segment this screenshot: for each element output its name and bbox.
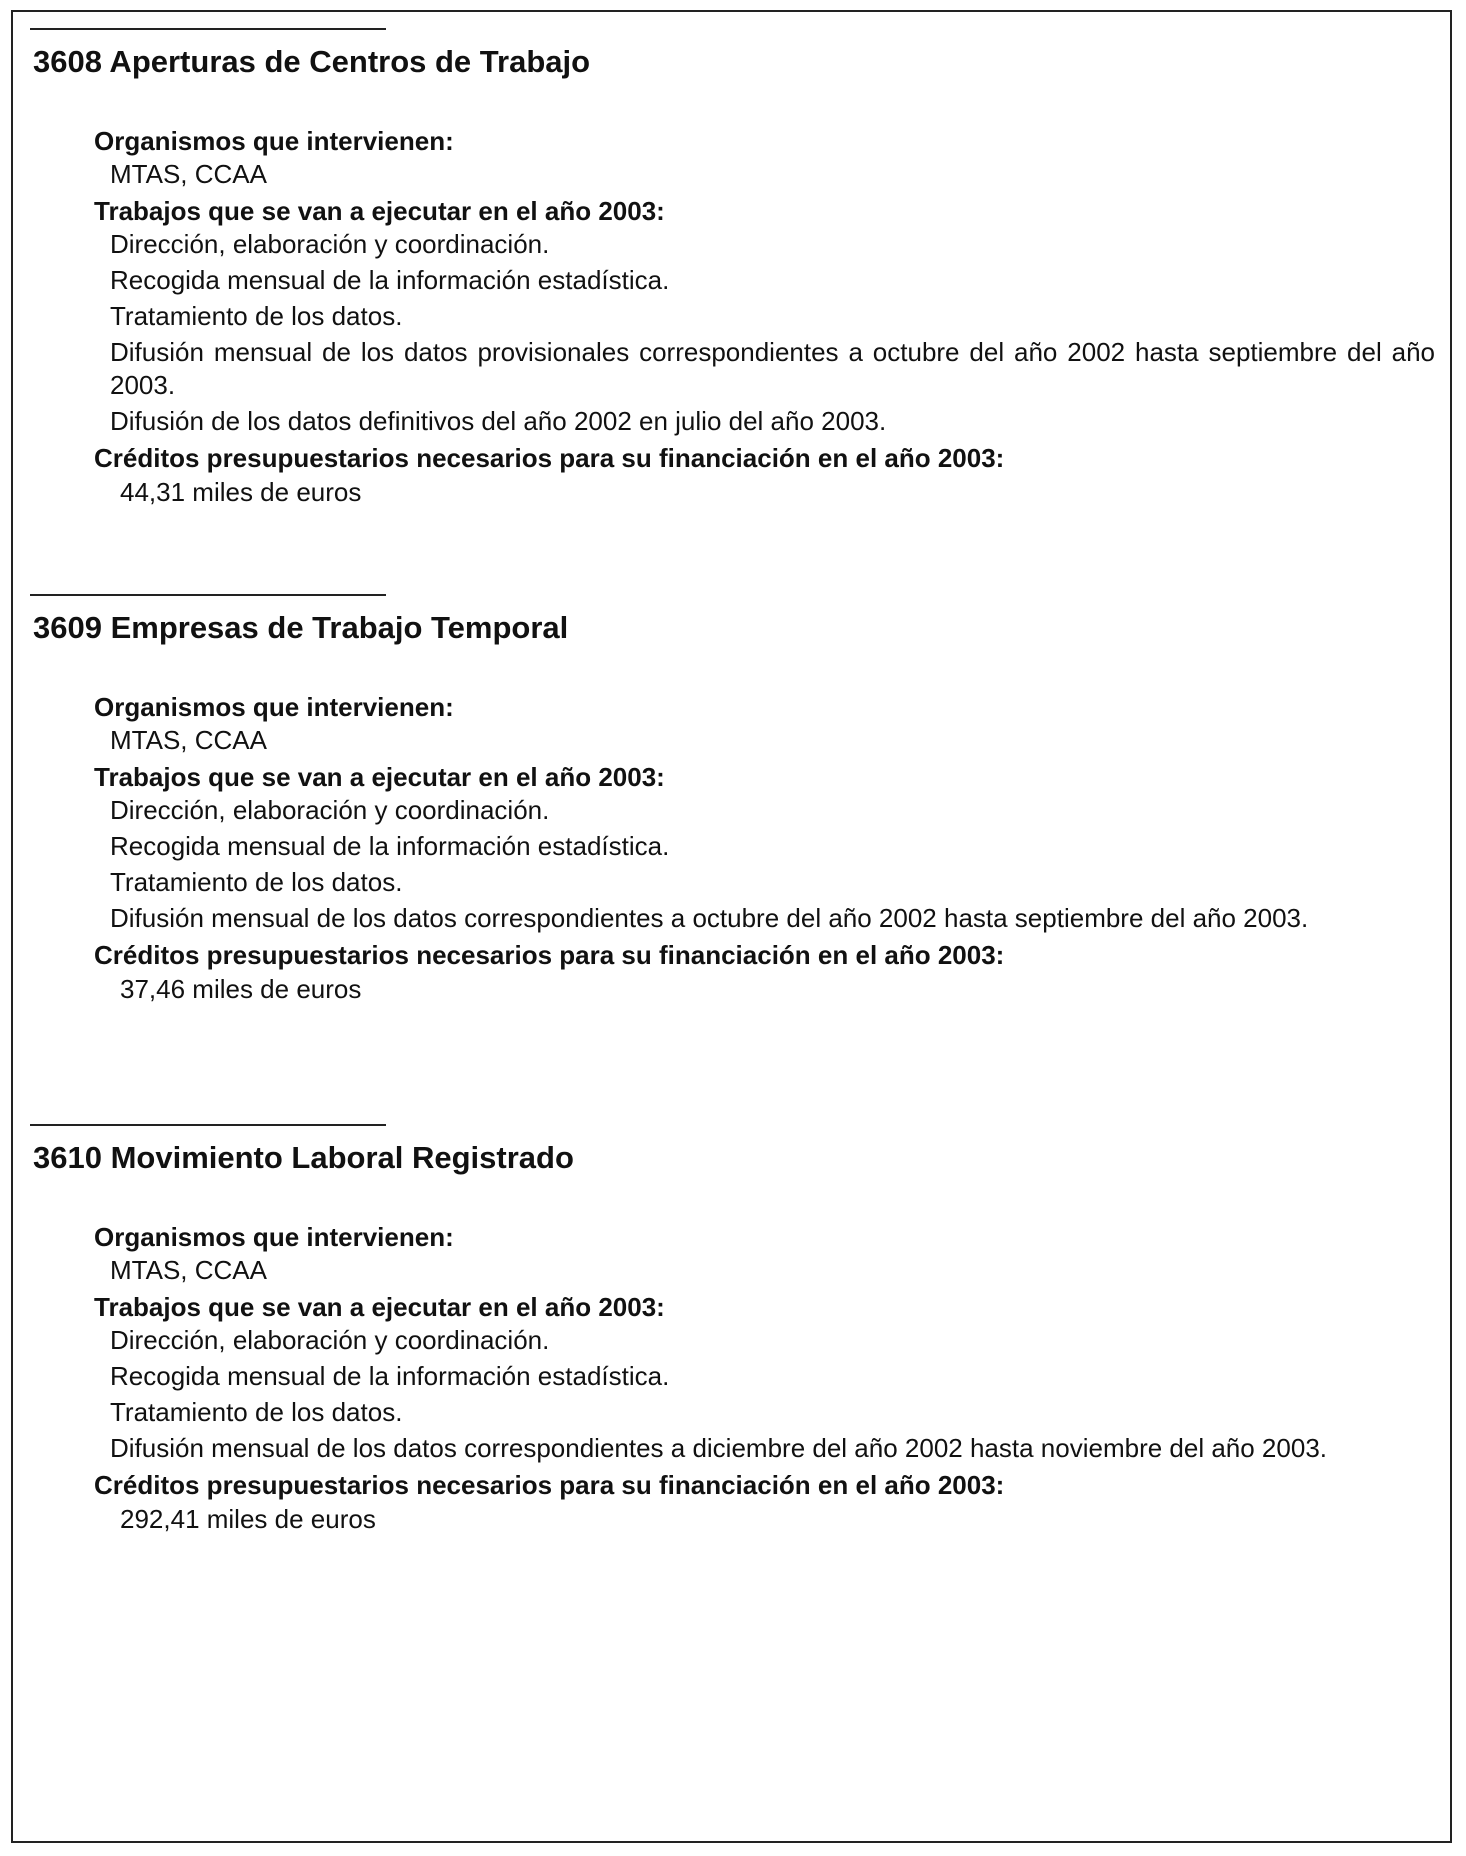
section-title: 3608 Aperturas de Centros de Trabajo [33, 44, 591, 79]
trabajos-label: Trabajos que se van a ejecutar en el año 2003: [94, 1292, 665, 1322]
organismos-label: Organismos que intervienen: [94, 1222, 454, 1252]
trabajo-item: Tratamiento de los datos. [110, 301, 403, 331]
organismos-value: MTAS, CCAA [110, 159, 267, 189]
section-body [94, 124, 1435, 509]
creditos-label: Créditos presupuestarios necesarios para su financiación en el año 2003: [94, 940, 1005, 970]
trabajo-item: Tratamiento de los datos. [110, 867, 403, 897]
creditos-label: Créditos presupuestarios necesarios para su financiación en el año 2003: [94, 1470, 1005, 1500]
creditos-value: 37,46 miles de euros [120, 974, 362, 1004]
trabajo-item: Recogida mensual de la información estadística. [110, 831, 670, 861]
creditos-value: 292,41 miles de euros [120, 1504, 376, 1534]
trabajo-item: Difusión mensual de los datos correspondientes a diciembre del año 2002 hasta noviembre del año 2003. [110, 1433, 1327, 1463]
trabajo-item: Dirección, elaboración y coordinación. [110, 229, 550, 259]
trabajo-item: Dirección, elaboración y coordinación. [110, 795, 550, 825]
organismos-label: Organismos que intervienen: [94, 692, 454, 722]
section-body [94, 1220, 1435, 1536]
section-rule [30, 594, 386, 596]
trabajos-label: Trabajos que se van a ejecutar en el año 2003: [94, 196, 665, 226]
section-title: 3609 Empresas de Trabajo Temporal [33, 610, 569, 645]
trabajo-item: Difusión mensual de los datos provisionales correspondientes a octubre del año 2002 hasta septiembre del año 2003. [110, 337, 1435, 400]
organismos-value: MTAS, CCAA [110, 725, 267, 755]
trabajos-label: Trabajos que se van a ejecutar en el año 2003: [94, 762, 665, 792]
section-rule [30, 1124, 386, 1126]
creditos-value: 44,31 miles de euros [120, 477, 362, 507]
trabajo-item: Dirección, elaboración y coordinación. [110, 1325, 550, 1355]
trabajo-item: Difusión de los datos definitivos del año 2002 en julio del año 2003. [110, 406, 887, 436]
section-body [94, 690, 1435, 1006]
creditos-label: Créditos presupuestarios necesarios para su financiación en el año 2003: [94, 443, 1005, 473]
trabajo-item: Recogida mensual de la información estadística. [110, 265, 670, 295]
trabajo-item: Tratamiento de los datos. [110, 1397, 403, 1427]
organismos-value: MTAS, CCAA [110, 1255, 267, 1285]
trabajo-item: Difusión mensual de los datos correspondientes a octubre del año 2002 hasta septiembre del año 2003. [110, 903, 1309, 933]
section-rule [30, 28, 386, 30]
trabajo-item: Recogida mensual de la información estadística. [110, 1361, 670, 1391]
section-title: 3610 Movimiento Laboral Registrado [33, 1140, 574, 1175]
organismos-label: Organismos que intervienen: [94, 126, 454, 156]
